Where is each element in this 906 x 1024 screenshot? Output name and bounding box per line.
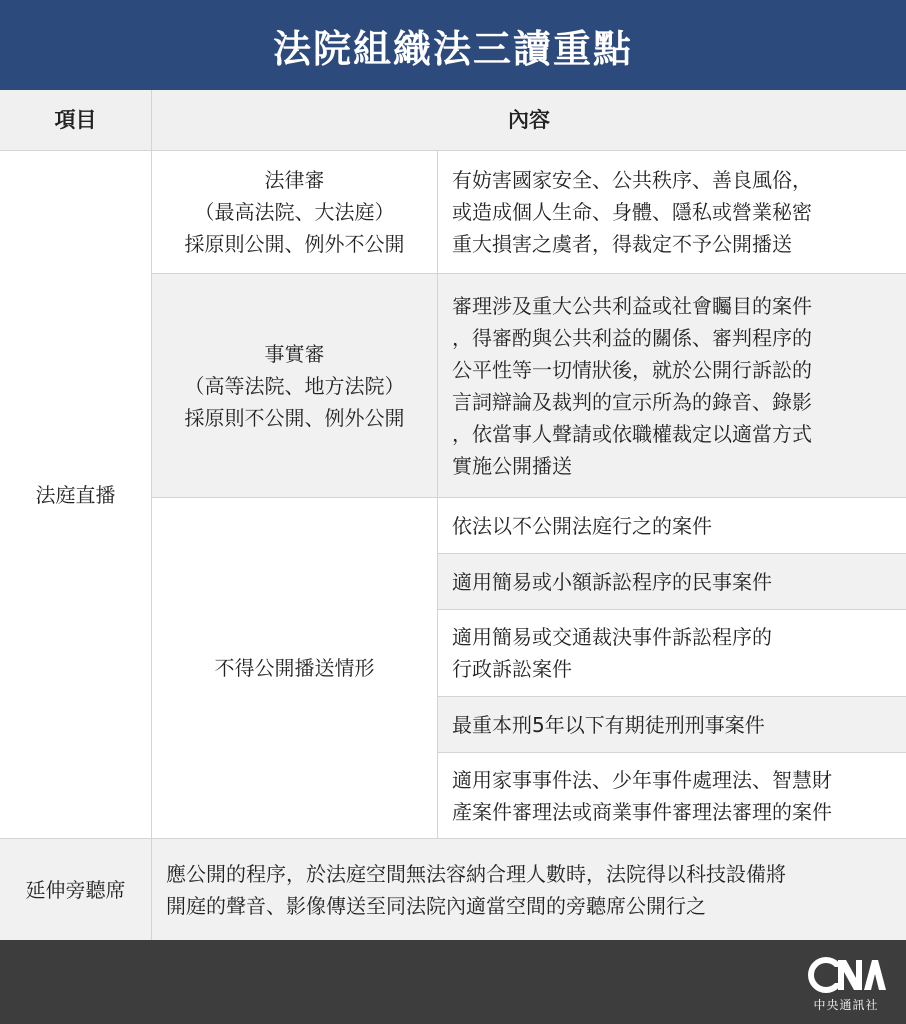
sub-fact-review-courts: （高等法院、地方法院） bbox=[184, 373, 405, 398]
section-court-broadcast: 法庭直播 bbox=[0, 151, 152, 839]
section-extended-gallery-content: 應公開的程序，於法庭空間無法容納合理人數時，法院得以科技設備將 開庭的聲音、影像傳送至同法院內適當空間的旁聽席公開行之 bbox=[152, 839, 906, 940]
cna-logo-text: 中央通訊社 bbox=[813, 998, 879, 1012]
footer bbox=[0, 940, 906, 1024]
sub-fact-review-name: 事實審 bbox=[264, 341, 325, 366]
cna-logo-icon bbox=[806, 954, 886, 996]
sub-law-review-courts: （最高法院、大法庭） bbox=[194, 200, 395, 224]
header-content: 內容 bbox=[152, 90, 906, 151]
sub-law-review-name: 法律審 bbox=[264, 168, 325, 192]
sub-law-review-content: 有妨害國家安全、公共秩序、善良風俗， 或造成個人生命、身體、隱私或營業秘密 重大損害之虞者，得裁定不予公開播送 bbox=[438, 151, 906, 274]
list-item: 適用家事事件法、少年事件處理法、智慧財 產案件審理法或商業事件審理法審理的案件 bbox=[438, 753, 906, 839]
section-extended-gallery: 延伸旁聽席 bbox=[0, 839, 152, 940]
sub-fact-review-rule: 採原則不公開、例外公開 bbox=[184, 405, 405, 430]
sub-law-review bbox=[152, 151, 438, 274]
list-item: 適用簡易或小額訴訟程序的民事案件 bbox=[438, 554, 906, 610]
summary-table bbox=[0, 90, 906, 940]
sub-fact-review-content: 審理涉及重大公共利益或社會矚目的案件 ，得審酌與公共利益的關係、審判程序的 公平性等一切情狀後，就於公開行訴訟的 言詞辯論及裁判的宣示所為的錄音、錄影 ，依當事人聲請或依職權裁定以適當方式 實施公開播送 bbox=[438, 274, 906, 498]
list-item: 適用簡易或交通裁決事件訴訟程序的 行政訴訟案件 bbox=[438, 610, 906, 697]
cna-logo bbox=[804, 954, 888, 1016]
list-item: 最重本刑5年以下有期徒刑刑事案件 bbox=[438, 697, 906, 753]
sub-no-broadcast: 不得公開播送情形 bbox=[152, 498, 438, 839]
page-title: 法院組織法三讀重點 bbox=[0, 0, 906, 90]
sub-law-review-rule: 採原則公開、例外不公開 bbox=[184, 232, 405, 256]
header-item: 項目 bbox=[0, 90, 152, 151]
list-item: 依法以不公開法庭行之的案件 bbox=[438, 498, 906, 554]
sub-fact-review bbox=[152, 274, 438, 498]
